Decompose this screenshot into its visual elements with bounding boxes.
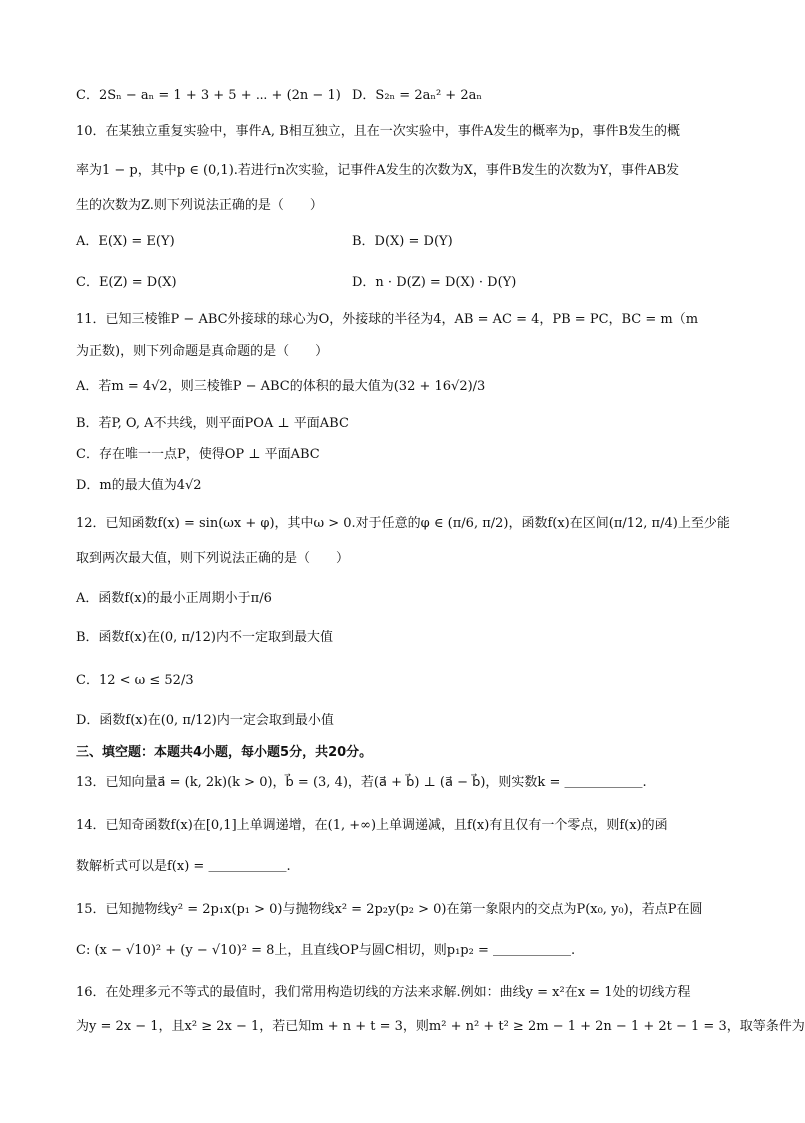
q12-stem-line-1: 12．已知函数f(x) = sin(ωx + φ)，其中ω > 0.对于任意的φ ∈ (π/6, π/2)，函数f(x)在区间(π/12, π/4)上至少能 [76, 516, 730, 531]
q10-option-c: C．E(Z) = D(X) [76, 275, 177, 290]
q10-option-a: A．E(X) = E(Y) [76, 234, 175, 249]
q14-stem-line-2: 数解析式可以是f(x) = ＿＿＿＿＿＿. [76, 859, 291, 874]
q15-stem-line-2: C: (x − √10)² + (y − √10)² = 8上，且直线OP与圆C相切，则p₁p₂ = ＿＿＿＿＿＿. [76, 943, 576, 958]
q12-option-b: B．函数f(x)在(0, π/12)内不一定取到最大值 [76, 630, 333, 645]
q15-stem-line-1: 15．已知抛物线y² = 2p₁x(p₁ > 0)与抛物线x² = 2p₂y(p₂ > 0)在第一象限内的交点为P(x₀, y₀)，若点P在圆 [76, 902, 703, 917]
q10-stem-line-1: 10．在某独立重复实验中，事件A, B相互独立，且在一次实验中，事件A发生的概率为p，事件B发生的概 [76, 124, 681, 139]
q12-option-c: C．12 < ω ≤ 52/3 [76, 673, 194, 688]
q10-stem-line-3: 生的次数为Z.则下列说法正确的是（ ） [76, 198, 323, 213]
q12-stem-line-2: 取到两次最大值，则下列说法正确的是（ ） [76, 551, 350, 566]
q11-stem-line-1: 11．已知三棱锥P − ABC外接球的球心为O，外接球的半径为4，AB = AC = 4，PB = PC，BC = m（m [76, 312, 699, 327]
q11-option-b: B．若P, O, A不共线，则平面POA ⊥ 平面ABC [76, 416, 349, 431]
q10-option-d: D．n · D(Z) = D(X) · D(Y) [352, 275, 517, 290]
q16-stem-line-1: 16．在处理多元不等式的最值时，我们常用构造切线的方法来求解.例如：曲线y = x²在x = 1处的切线方程 [76, 985, 691, 1000]
q12-option-d: D．函数f(x)在(0, π/12)内一定会取到最小值 [76, 713, 334, 728]
q11-stem-line-2: 为正数)，则下列命题是真命题的是（ ） [76, 344, 329, 359]
q11-option-d: D．m的最大值为4√2 [76, 478, 202, 493]
q11-option-c: C．存在唯一一点P，使得OP ⊥ 平面ABC [76, 447, 320, 462]
q11-option-a: A．若m = 4√2，则三棱锥P − ABC的体积的最大值为(32 + 16√2)/3 [76, 379, 486, 394]
q16-stem-line-2: 为y = 2x − 1，且x² ≥ 2x − 1，若已知m + n + t = 3，则m² + n² + t² ≥ 2m − 1 + 2n − 1 + 2t − 1 = 3，取等条件为 [76, 1019, 805, 1034]
q10-stem-line-2: 率为1 − p，其中p ∈ (0,1).若进行n次实验，记事件A发生的次数为X，事件B发生的次数为Y，事件AB发 [76, 163, 680, 178]
q10-option-b: B．D(X) = D(Y) [352, 234, 453, 249]
q9-option-d: D．S₂ₙ = 2aₙ² + 2aₙ [352, 88, 482, 103]
q14-stem-line-1: 14．已知奇函数f(x)在[0,1]上单调递增，在(1, +∞)上单调递减，且f(x)有且仅有一个零点，则f(x)的函 [76, 818, 668, 833]
q12-option-a: A．函数f(x)的最小正周期小于π/6 [76, 591, 272, 606]
q13-stem: 13．已知向量a⃗ = (k, 2k)(k > 0)，b⃗ = (3, 4)，若(a⃗ + b⃗) ⊥ (a⃗ − b⃗)，则实数k = ＿＿＿＿＿＿. [76, 775, 647, 790]
q9-option-c: C．2Sₙ − aₙ = 1 + 3 + 5 + ⋯ + (2n − 1) [76, 88, 341, 103]
section-heading-fill-in: 三、填空题：本题共4小题，每小题5分，共20分。 [76, 745, 373, 760]
